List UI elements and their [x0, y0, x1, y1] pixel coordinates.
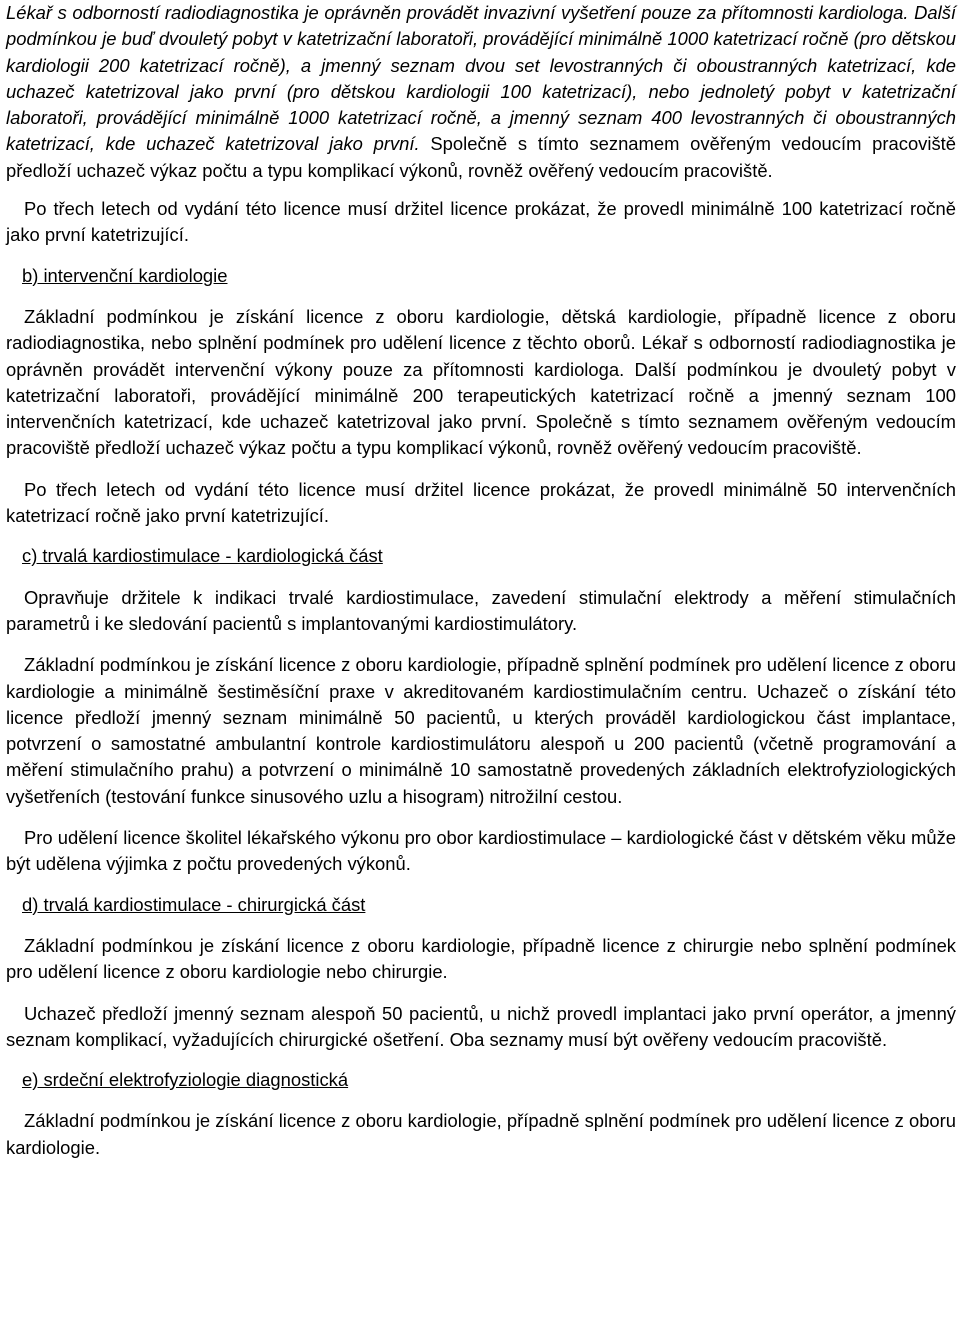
paragraph-chirurgicka-requirements: Uchazeč předloží jmenný seznam alespoň 50 pacientů, u nichž provedl implantaci jako první operátor, a jmenný seznam komplikací, vyžadujících chirurgické ošetření. Oba seznamy musí být ověřeny vedoucím pracoviště. [6, 1002, 956, 1050]
paragraph-chirurgicka-conditions: Základní podmínkou je získání licence z oboru kardiologie, případně licence z chirurgie nebo splnění podmínek pro udělení licence z oboru kardiologie nebo chirurgie. [6, 934, 956, 983]
paragraph-elektrofyziologie-conditions: Základní podmínkou je získání licence z oboru kardiologie, případně splnění podmínek pro udělení licence z oboru kardiologie. [6, 1110, 956, 1158]
section-heading-intervencni-kardiologie: b) intervenční kardiologie [22, 264, 228, 286]
paragraph-three-year-requirement: Po třech letech od vydání této licence musí držitel licence prokázat, že provedl minimálně 100 katetrizací ročně jako první katetrizující. [6, 198, 956, 246]
paragraph-intervencni-three-year: Po třech letech od vydání této licence musí držitel licence prokázat, že provedl minimálně 50 intervenčních katetrizací ročně jako první katetrizující. [6, 478, 956, 527]
section-heading-kardiostimulace-chirurgicka: d) trvalá kardiostimulace - chirurgická část [22, 893, 366, 915]
paragraph-kardiostimulace-conditions: Základní podmínkou je získání licence z oboru kardiologie, případně splnění podmínek pro udělení licence z oboru kardiologie a minimálně šestiměsíční praxe v akreditovaném kardiostimulačním centru. Uchazeč o získání této licence předloží jmenný seznam minimálně 50 pacientů, u kterých prováděl kardiologickou část implantace, potvrzení o samostatné ambulantní kontrole kardiostimulátoru alespoň u 200 pacientů (včetně programování a měření stimulačního prahu) a potvrzení o minimálně 10 samostatně provedených základních elektrofyziologických vyšetřeních (testování funkce sinusového uzlu a hisogram) nitrožilní cestou. [6, 654, 956, 807]
paragraph-kardiostimulace-scope: Opravňuje držitele k indikaci trvalé kardiostimulace, zavedení stimulační elektrody a měření stimulačních parametrů i ke sledování pacientů s implantovanými kardiostimulátory. [6, 586, 956, 634]
paragraph-radiodiagnostika-conditions [6, 0, 956, 184]
section-heading-kardiostimulace-kardiologicka: c) trvalá kardiostimulace - kardiologická část [22, 545, 383, 567]
paragraph-text: Společně s tímto seznamem ověřeným vedoucím pracoviště předloží uchazeč výkaz počtu a typu komplikací výkonů, rovněž ověřený vedoucím pracoviště. [6, 133, 956, 181]
document-page [6, 0, 956, 1161]
paragraph-kardiostimulace-exception: Pro udělení licence školitel lékařského výkonu pro obor kardiostimulace – kardiologické část v dětském věku může být udělena výjimka z počtu provedených výkonů. [6, 827, 956, 875]
paragraph-intervencni-conditions: Základní podmínkou je získání licence z oboru kardiologie, dětská kardiologie, případně licence z oboru radiodiagnostika, nebo splnění podmínek pro udělení licence z těchto oborů. Lékař s odborností radiodiagnostika je oprávněn provádět intervenční výkony pouze za přítomnosti kardiologa. Další podmínkou je dvouletý pobyt v katetrizační laboratoři, provádějící minimálně 200 terapeutických katetrizací ročně a jmenný seznam 100 intervenčních katetrizací, kde uchazeč katetrizoval jako první. Společně s tímto seznamem ověřeným vedoucím pracoviště předloží uchazeč výkaz počtu a typu komplikací výkonů, rovněž ověřený vedoucím pracoviště. [6, 305, 956, 459]
section-heading-elektrofyziologie: e) srdeční elektrofyziologie diagnostická [22, 1069, 349, 1091]
paragraph-italic-text: Lékař s odborností radiodiagnostika je oprávněn provádět invazivní vyšetření pouze za přítomnosti kardiologa. Další podmínkou je buď dvouletý pobyt v katetrizační laboratoři, provádějící minimálně 1000 katetrizací ročně (pro dětskou kardiologii 200 katetrizací ročně), a jmenný seznam dvou set levostranných či oboustranných katetrizací, kde uchazeč katetrizoval jako první (pro dětskou kardiologii 100 katetrizací), nebo jednoletý pobyt v katetrizační laboratoři, provádějící minimálně 1000 katetrizací ročně, a jmenný seznam 400 levostranných či oboustranných katetrizací, kde uchazeč katetrizoval jako první. [6, 2, 956, 155]
